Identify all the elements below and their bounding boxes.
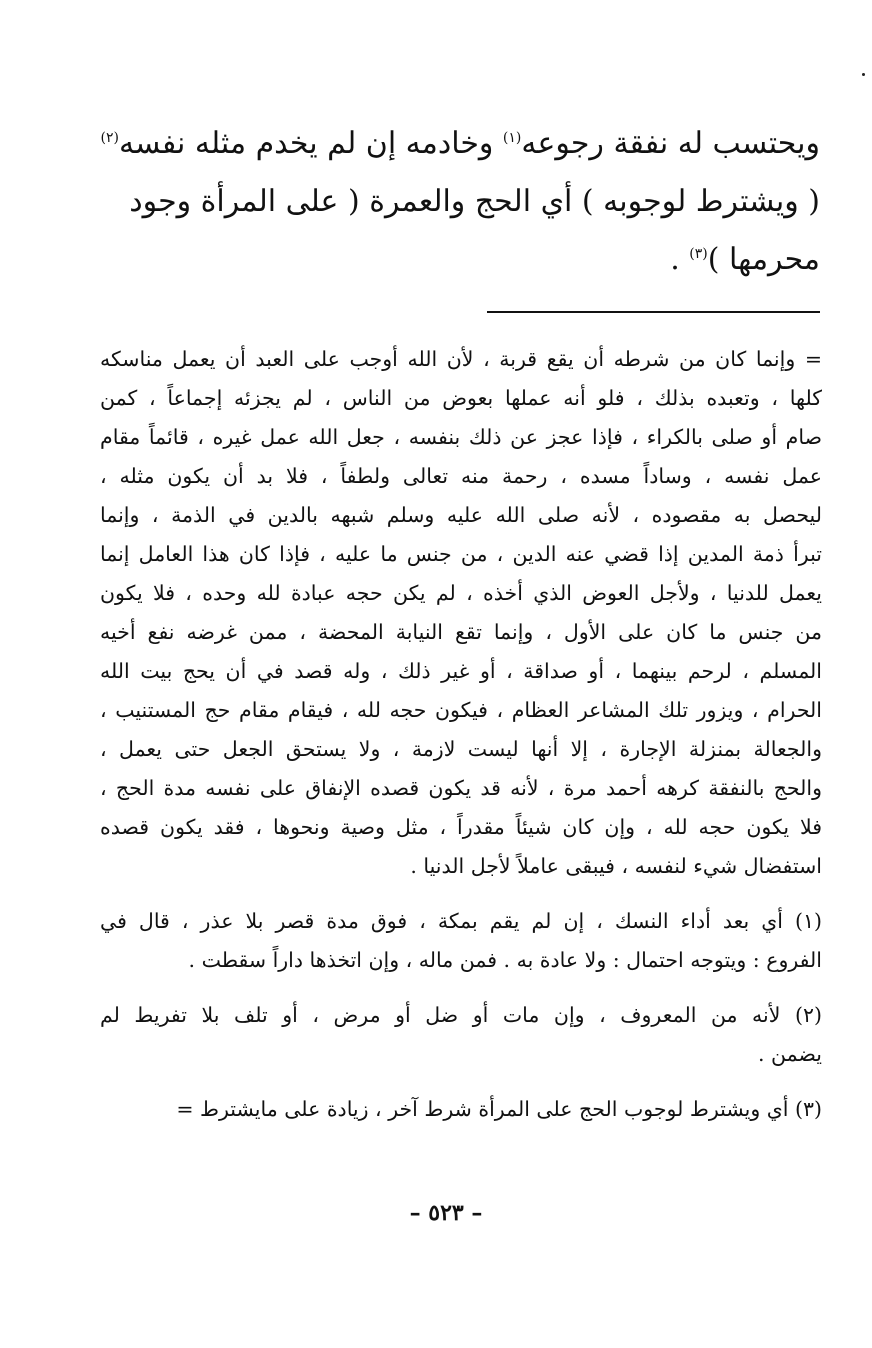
page-number: – ٥٢٣ –: [409, 1200, 483, 1226]
footnote-ref-2[interactable]: (٢): [100, 130, 119, 146]
footnote-2-line: (٢) لأنه من المعروف ، وإن مات أو ضل أو مرض ، أو تلف بلا تفريط لم: [100, 1003, 822, 1027]
commentary-line: فلا يكون حجه لله ، وإن كان شيئاً مقدراً ، مثل وصية ونحوها ، فقد يكون قصده: [100, 815, 822, 839]
footnote-2: [100, 996, 822, 1074]
main-line-2: ( ويشترط لوجوبه ) أي الحج والعمرة ( على المرأة وجود: [129, 184, 820, 219]
commentary-line: والحج بالنفقة كرهه أحمد مرة ، لأنه قد يكون قصده الإنفاق على نفسه مدة الحج ،: [100, 776, 822, 800]
footnote-ref-1[interactable]: (١): [502, 130, 522, 146]
notes-section: [100, 340, 822, 1129]
footnote-2-line: يضمن .: [758, 1042, 822, 1066]
footnote-ref-3[interactable]: (٣): [689, 246, 708, 262]
main-line-1: [100, 115, 820, 173]
commentary-line: يعمل للدنيا ، ولأجل العوض الذي أخذه ، لم يكن حجه عبادة لله وحده ، فلا يكون: [100, 581, 822, 605]
main-line-1-part-1: ويحتسب له نفقة رجوعه: [521, 126, 820, 161]
commentary-line: ليحصل به مقصوده ، لأنه صلى الله عليه وسلم شبهه بالدين في الذمة ، وإنما: [100, 503, 822, 527]
footnote-1-line: الفروع : ويتوجه احتمال : ولا عادة به . فمن ماله ، وإن اتخذها داراً سقطت .: [188, 948, 822, 972]
footnote-1: [100, 902, 822, 980]
main-text-block: [100, 115, 820, 289]
commentary-line: = وإنما كان من شرطه أن يقع قربة ، لأن الله أوجب على العبد أن يعمل مناسكه: [100, 347, 822, 371]
main-line-1-part-2: وخادمه إن لم يخدم مثله نفسه: [118, 126, 494, 161]
commentary-line: عمل نفسه ، وساداً مسده ، رحمة منه تعالى ولطفاً ، فلا بد أن يكون مثله ،: [100, 464, 822, 488]
commentary-line: المسلم ، لرحم بينهما ، أو صداقة ، أو غير ذلك ، وله قصد في أن يحج بيت الله: [100, 659, 822, 683]
main-line-3: [100, 231, 820, 289]
commentary-line: تبرأ ذمة المدين إذا قضي عنه الدين ، من جنس ما عليه ، فإذا كان هذا العامل إنما: [100, 542, 822, 566]
footnote-1-line: (١) أي بعد أداء النسك ، إن لم يقم بمكة ، فوق مدة قصر بلا عذر ، قال في: [100, 909, 822, 933]
commentary-continuation: [100, 340, 822, 886]
commentary-line: الحرام ، ويزور تلك المشاعر العظام ، فيكون حجه لله ، فيقام مقام حج المستنيب ،: [100, 698, 822, 722]
commentary-line: والجعالة بمنزلة الإجارة ، إلا أنها ليست لازمة ، ولا يستحق الجعل حتى يعمل ،: [100, 737, 822, 761]
main-line-3-end: .: [670, 242, 690, 277]
footnote-3-line: (٣) أي ويشترط لوجوب الحج على المرأة شرط آخر ، زيادة على مايشترط =: [176, 1097, 822, 1121]
footnote-separator: [487, 311, 820, 313]
margin-dot: [862, 73, 865, 76]
commentary-line: صام أو صلى بالكراء ، فإذا عجز عن ذلك بنفسه ، جعل الله عمل غيره ، قائماً مقام: [100, 425, 822, 449]
main-line-3-text: محرمها ): [707, 242, 820, 277]
commentary-line: كلها ، وتعبده بذلك ، فلو أنه عملها بعوض من الناس ، لم يجزئه إجماعاً ، كمن: [100, 386, 822, 410]
commentary-line: استفضال شيء لنفسه ، فيبقى عاملاً لأجل الدنيا .: [410, 854, 822, 878]
footnote-3: [100, 1090, 822, 1129]
commentary-line: من جنس ما كان على الأول ، وإنما تقع النيابة المحضة ، ممن غرضه نفع أخيه: [100, 620, 822, 644]
